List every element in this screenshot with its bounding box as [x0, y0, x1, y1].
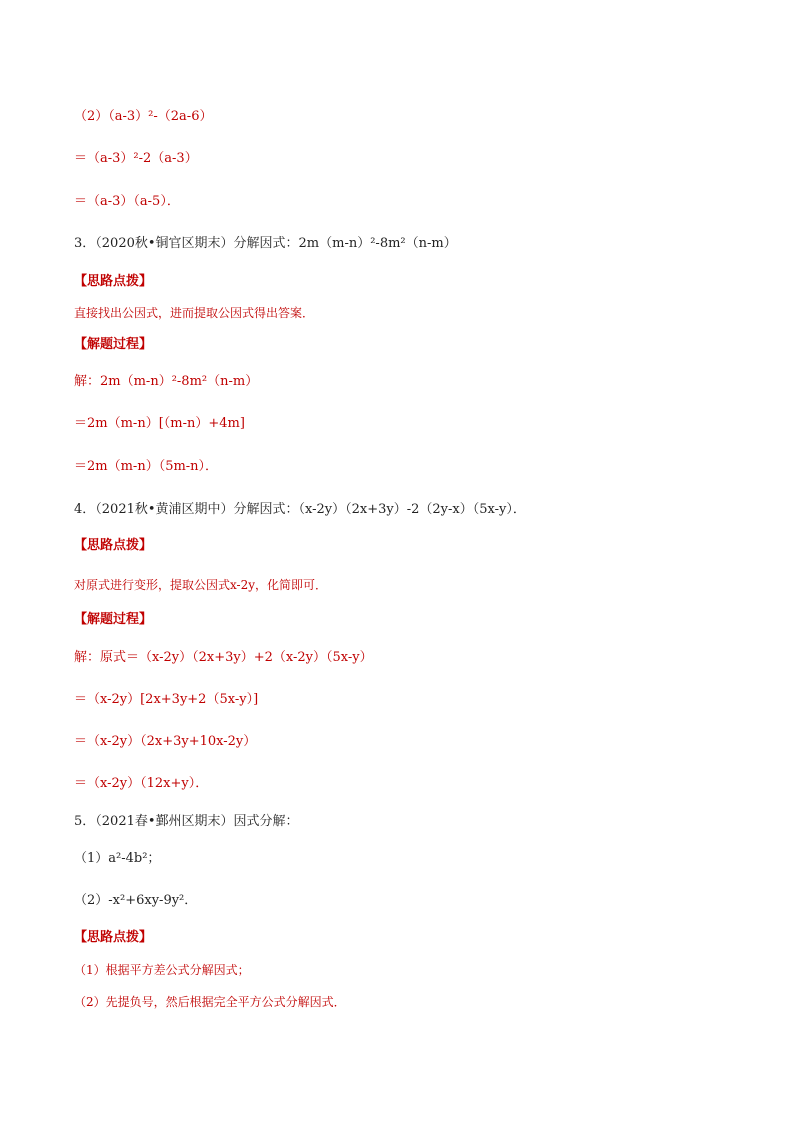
section-heading-solution: 【解题过程】: [74, 612, 153, 627]
solution-line: ＝（x-2y）[2x+3y+2（5x-y）]: [74, 692, 259, 707]
problem-statement: 4．（2021秋•黄浦区期中）分解因式：（x-2y）（2x+3y）-2（2y-x）（5x-y）．: [74, 502, 526, 517]
solution-line: ＝（a-3）（a-5）．: [74, 194, 180, 209]
solution-line: 解：2m（m-n）²-8m²（n-m）: [74, 374, 259, 389]
solution-line: 解：原式＝（x-2y）（2x+3y）+2（x-2y）（5x-y）: [74, 650, 373, 665]
solution-line: ＝2m（m-n）[（m-n）+4m]: [74, 416, 245, 431]
solution-line: （2）（a-3）²-（2a-6）: [74, 109, 213, 124]
hint-text: 直接找出公因式，进而提取公因式得出答案．: [74, 306, 315, 320]
problem-part: （1）a²-4b²；: [74, 851, 161, 866]
solution-line: ＝（a-3）²-2（a-3）: [74, 151, 198, 166]
section-heading-hint: 【思路点拨】: [74, 930, 153, 945]
section-heading-hint: 【思路点拨】: [74, 274, 153, 289]
problem-part: （2）-x²+6xy-9y²．: [74, 893, 198, 908]
problem-statement: 5．（2021春•鄞州区期末）因式分解：: [74, 814, 299, 829]
solution-line: ＝（x-2y）（2x+3y+10x-2y）: [74, 734, 257, 749]
solution-line: ＝2m（m-n）（5m-n）．: [74, 459, 219, 474]
hint-text: （1）根据平方差公式分解因式；: [74, 963, 250, 977]
solution-line: ＝（x-2y）（12x+y）．: [74, 776, 209, 791]
hint-text: （2）先提负号，然后根据完全平方公式分解因式．: [74, 995, 346, 1009]
section-heading-solution: 【解题过程】: [74, 337, 153, 352]
problem-statement: 3．（2020秋•铜官区期末）分解因式：2m（m-n）²-8m²（n-m）: [74, 236, 457, 251]
hint-text: 对原式进行变形，提取公因式x-2y，化简即可．: [74, 578, 328, 592]
section-heading-hint: 【思路点拨】: [74, 538, 153, 553]
